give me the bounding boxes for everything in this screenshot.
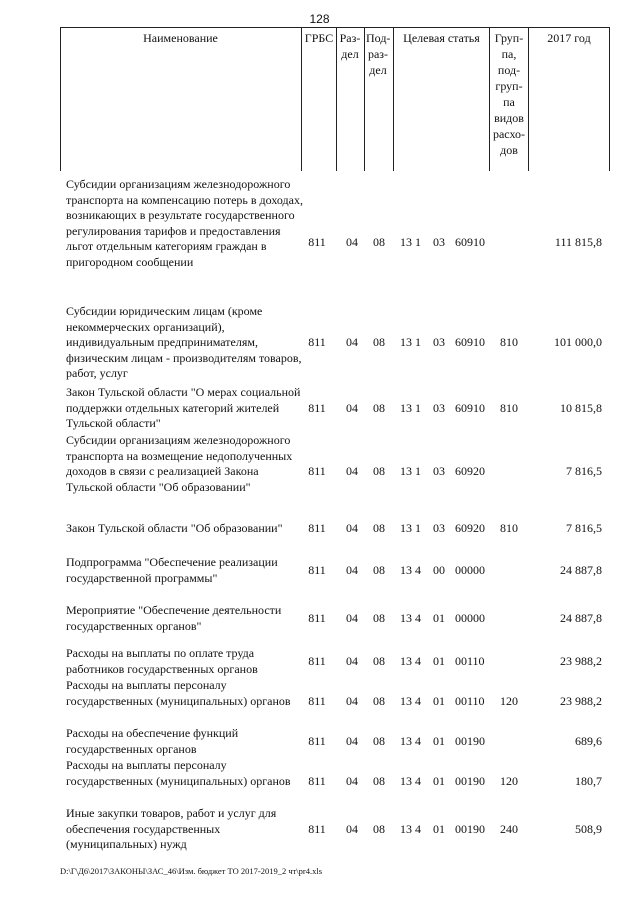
row-name: Подпрограмма "Обеспечение реализации государственной программы": [66, 555, 278, 585]
row-amount: 7 816,5: [566, 464, 602, 478]
row-amount: 10 815,8: [560, 401, 602, 415]
row-grbs: 811: [308, 654, 326, 668]
row-target-event: 03: [433, 401, 445, 415]
row-podrazdel: 08: [373, 401, 385, 415]
row-razdel: 04: [346, 521, 358, 535]
row-podrazdel: 08: [373, 822, 385, 836]
header-year: 2017 год: [547, 31, 591, 45]
row-target-direction: 60910: [455, 335, 485, 349]
row-grbs: 811: [308, 335, 326, 349]
header-border-target: [393, 27, 394, 171]
row-expense-type: 240: [500, 822, 518, 836]
row-target-subprogram: 1: [415, 464, 421, 478]
row-name: Субсидии юридическим лицам (кроме некоммерческих организаций), индивидуальным предпринимателям, физическим лицам - производителям товаров, работ, услуг: [66, 304, 302, 380]
row-target-direction: 60910: [455, 235, 485, 249]
row-grbs: 811: [308, 734, 326, 748]
row-target-direction: 00110: [455, 654, 485, 668]
row-target-subprogram: 4: [415, 654, 421, 668]
row-target-program: 13: [400, 464, 412, 478]
row-target-event: 03: [433, 335, 445, 349]
row-grbs: 811: [308, 521, 326, 535]
row-amount: 24 887,8: [560, 563, 602, 577]
row-target-program: 13: [400, 774, 412, 788]
header-border-razdel: [336, 27, 337, 171]
table-header: [60, 27, 610, 171]
row-target-subprogram: 4: [415, 822, 421, 836]
row-name: Субсидии организациям железнодорожного транспорта на возмещение недополученных доходов в связи с реализацией Закона Тульской области "Об образовании": [66, 433, 293, 494]
row-name: Закон Тульской области "О мерах социальной поддержки отдельных категорий жителей Тульской области": [66, 385, 301, 430]
row-expense-type: 810: [500, 521, 518, 535]
row-podrazdel: 08: [373, 235, 385, 249]
row-target-subprogram: 4: [415, 694, 421, 708]
row-target-event: 01: [433, 654, 445, 668]
row-grbs: 811: [308, 611, 326, 625]
header-razdel: Раз-дел: [339, 31, 361, 61]
row-target-program: 13: [400, 401, 412, 415]
row-name: Расходы на выплаты по оплате труда работников государственных органов: [66, 646, 258, 676]
row-razdel: 04: [346, 235, 358, 249]
row-grbs: 811: [308, 774, 326, 788]
row-name: Расходы на выплаты персоналу государственных (муниципальных) органов: [66, 758, 291, 788]
row-razdel: 04: [346, 654, 358, 668]
row-target-program: 13: [400, 694, 412, 708]
row-expense-type: 120: [500, 694, 518, 708]
page-number: 128: [309, 12, 330, 26]
row-target-direction: 60920: [455, 521, 485, 535]
row-target-event: 01: [433, 611, 445, 625]
row-podrazdel: 08: [373, 774, 385, 788]
row-target-event: 01: [433, 694, 445, 708]
row-podrazdel: 08: [373, 521, 385, 535]
row-target-direction: 00190: [455, 734, 485, 748]
row-target-program: 13: [400, 335, 412, 349]
row-amount: 689,6: [575, 734, 602, 748]
row-target-program: 13: [400, 734, 412, 748]
row-grbs: 811: [308, 822, 326, 836]
row-name: Иные закупки товаров, работ и услуг для обеспечения государственных (муниципальных) нужд: [66, 806, 277, 851]
row-amount: 101 000,0: [554, 335, 602, 349]
row-target-event: 03: [433, 235, 445, 249]
row-grbs: 811: [308, 401, 326, 415]
row-podrazdel: 08: [373, 563, 385, 577]
row-grbs: 811: [308, 464, 326, 478]
header-border-left: [60, 27, 61, 171]
row-target-program: 13: [400, 822, 412, 836]
row-amount: 7 816,5: [566, 521, 602, 535]
row-target-subprogram: 4: [415, 734, 421, 748]
file-path-footer: D:\Г\Д6\2017\ЗАКОНЫ\ЗАС_46\Изм. бюджет ТО 2017-2019_2 чт\pr4.xls: [60, 866, 323, 876]
row-amount: 111 815,8: [554, 235, 602, 249]
row-target-event: 01: [433, 774, 445, 788]
row-podrazdel: 08: [373, 694, 385, 708]
row-amount: 23 988,2: [560, 654, 602, 668]
row-target-subprogram: 4: [415, 774, 421, 788]
row-amount: 24 887,8: [560, 611, 602, 625]
header-group: Груп-па, под-груп-па видов расхо-дов: [492, 31, 526, 157]
row-target-direction: 00190: [455, 774, 485, 788]
row-expense-type: 810: [500, 335, 518, 349]
row-target-subprogram: 1: [415, 235, 421, 249]
header-border-group: [489, 27, 490, 171]
row-razdel: 04: [346, 563, 358, 577]
row-razdel: 04: [346, 401, 358, 415]
row-target-program: 13: [400, 521, 412, 535]
row-amount: 23 988,2: [560, 694, 602, 708]
row-razdel: 04: [346, 335, 358, 349]
row-target-direction: 00110: [455, 694, 485, 708]
row-razdel: 04: [346, 694, 358, 708]
row-name: Мероприятие "Обеспечение деятельности государственных органов": [66, 603, 282, 633]
header-border-right: [609, 27, 610, 171]
header-name: Наименование: [143, 31, 218, 45]
row-razdel: 04: [346, 734, 358, 748]
row-target-subprogram: 4: [415, 611, 421, 625]
row-target-program: 13: [400, 654, 412, 668]
row-name: Закон Тульской области "Об образовании": [66, 521, 283, 535]
header-grbs: ГРБС: [304, 31, 334, 45]
row-target-event: 00: [433, 563, 445, 577]
row-amount: 180,7: [575, 774, 602, 788]
row-target-program: 13: [400, 235, 412, 249]
row-target-event: 03: [433, 521, 445, 535]
row-name: Расходы на выплаты персоналу государственных (муниципальных) органов: [66, 678, 291, 708]
row-target-event: 01: [433, 734, 445, 748]
row-target-event: 03: [433, 464, 445, 478]
row-name: Расходы на обеспечение функций государственных органов: [66, 726, 239, 756]
row-razdel: 04: [346, 464, 358, 478]
row-target-direction: 60910: [455, 401, 485, 415]
row-expense-type: 120: [500, 774, 518, 788]
header-podrazdel: Под-раз-дел: [366, 31, 391, 77]
row-grbs: 811: [308, 235, 326, 249]
header-target: Целевая статья: [403, 31, 480, 45]
row-podrazdel: 08: [373, 734, 385, 748]
row-razdel: 04: [346, 611, 358, 625]
row-target-direction: 00000: [455, 611, 485, 625]
row-target-subprogram: 4: [415, 563, 421, 577]
row-target-program: 13: [400, 563, 412, 577]
row-razdel: 04: [346, 822, 358, 836]
row-razdel: 04: [346, 774, 358, 788]
row-target-subprogram: 1: [415, 401, 421, 415]
row-grbs: 811: [308, 694, 326, 708]
row-podrazdel: 08: [373, 464, 385, 478]
row-amount: 508,9: [575, 822, 602, 836]
header-border-grbs: [301, 27, 302, 171]
row-podrazdel: 08: [373, 335, 385, 349]
header-border-year: [528, 27, 529, 171]
row-target-subprogram: 1: [415, 521, 421, 535]
row-target-event: 01: [433, 822, 445, 836]
row-podrazdel: 08: [373, 654, 385, 668]
row-target-direction: 00000: [455, 563, 485, 577]
row-expense-type: 810: [500, 401, 518, 415]
row-grbs: 811: [308, 563, 326, 577]
row-target-program: 13: [400, 611, 412, 625]
row-podrazdel: 08: [373, 611, 385, 625]
header-border-podrazdel: [364, 27, 365, 171]
row-target-direction: 60920: [455, 464, 485, 478]
row-target-direction: 00190: [455, 822, 485, 836]
row-name: Субсидии организациям железнодорожного транспорта на компенсацию потерь в доходах, возникающих в результате государственного регулирования тарифов и предоставления льгот отдельным категориям граждан в пригородном сообщении: [66, 177, 303, 269]
row-target-subprogram: 1: [415, 335, 421, 349]
